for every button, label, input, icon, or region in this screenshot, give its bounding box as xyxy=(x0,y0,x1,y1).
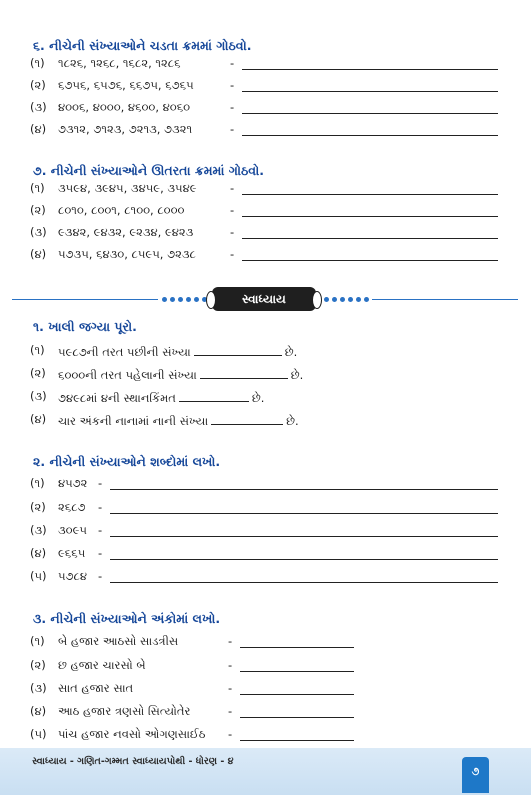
answer-line[interactable] xyxy=(242,69,498,70)
dash: - xyxy=(98,546,103,560)
s3-title: ૩. નીચેની સંખ્યાઓને અંકોમાં લખો. xyxy=(33,611,221,626)
dash: - xyxy=(230,225,235,239)
item-number: (૧) xyxy=(30,343,45,357)
item-text: ચાર અંકની નાનામાં નાની સંખ્યા xyxy=(58,414,209,428)
item-text: ૫૭૩૫, ૬૪૩૦, ૮૫૯૫, ૭૨૩૮ xyxy=(58,247,196,261)
q6-item-4 xyxy=(30,122,500,140)
separator-dot xyxy=(348,297,353,302)
item-text: પાંચ હજાર નવસો ઓગણસાઈઠ xyxy=(58,727,206,741)
s3-item-4 xyxy=(30,704,360,722)
item-number: (૨) xyxy=(30,203,46,217)
answer-line[interactable] xyxy=(242,260,498,261)
answer-line[interactable] xyxy=(240,647,354,648)
q6-item-1 xyxy=(30,56,500,74)
item-text: આઠ હજાર ત્રણસો સિત્યોતેર xyxy=(58,704,191,718)
dash: - xyxy=(228,727,233,741)
item-number: (૪) xyxy=(30,122,47,136)
item-number: (૪) xyxy=(30,247,47,261)
s1-item-2 xyxy=(30,366,500,384)
item-number: (૪) xyxy=(30,546,47,560)
answer-line[interactable] xyxy=(110,582,498,583)
answer-line[interactable] xyxy=(242,135,498,136)
item-number: (૨) xyxy=(30,78,46,92)
answer-line[interactable] xyxy=(110,489,498,490)
separator-dot xyxy=(178,297,183,302)
dash: - xyxy=(230,56,235,70)
answer-line[interactable] xyxy=(242,91,498,92)
answer-line[interactable] xyxy=(240,717,354,718)
item-text: ૩૫૯૪, ૩૯૪૫, ૩૪૫૯, ૩૫૪૯ xyxy=(58,181,197,195)
separator-dot xyxy=(162,297,167,302)
s2-item-5 xyxy=(30,569,500,587)
q7-item-2 xyxy=(30,203,500,221)
dash: - xyxy=(228,704,233,718)
item-text: ૬૭૫૬, ૬૫૭૬, ૬૬૭૫, ૬૭૬૫ xyxy=(58,78,194,92)
blank-line[interactable] xyxy=(179,389,249,402)
item-number: (૩) xyxy=(30,225,47,239)
item-text: ૬૦૦૦ની તરત પહેલાની સંખ્યા xyxy=(58,368,197,382)
answer-line[interactable] xyxy=(110,536,498,537)
item-number: (૨) xyxy=(30,500,46,514)
item-suffix: છે. xyxy=(284,345,298,359)
section-badge: સ્વાધ્યાય xyxy=(212,287,316,311)
item-text: બે હજાર આઠસો સાડત્રીસ xyxy=(58,634,179,648)
item-text: ૭૩૧૨, ૭૧૨૩, ૭૨૧૩, ૭૩૨૧ xyxy=(58,122,193,136)
dash: - xyxy=(230,100,235,114)
item-suffix: છે. xyxy=(286,414,299,428)
item-number: (૩) xyxy=(30,100,47,114)
item-number: (૧) xyxy=(30,476,45,490)
answer-line[interactable] xyxy=(242,113,498,114)
dash: - xyxy=(230,203,235,217)
separator-dot xyxy=(194,297,199,302)
answer-line[interactable] xyxy=(242,216,498,217)
s1-item-1 xyxy=(30,343,500,361)
answer-line[interactable] xyxy=(110,559,498,560)
item-text: ૫૭૮૪ xyxy=(58,569,88,583)
item-suffix: છે. xyxy=(251,391,265,405)
item-number: (૩) xyxy=(30,681,47,695)
item-text: ૩૦૯૫ xyxy=(58,523,87,537)
dash: - xyxy=(228,634,233,648)
item-number: (૪) xyxy=(30,412,47,426)
q7-title: ૭. નીચેની સંખ્યાઓને ઊતરતા ક્રમમાં ગોઠવો. xyxy=(33,163,264,178)
s1-item-3 xyxy=(30,389,500,407)
item-number: (૩) xyxy=(30,389,47,403)
separator-dot xyxy=(364,297,369,302)
q7-item-1 xyxy=(30,181,500,199)
q7-item-3 xyxy=(30,225,500,243)
blank-line[interactable] xyxy=(194,343,282,356)
s2-item-2 xyxy=(30,500,500,518)
item-number: (૧) xyxy=(30,56,45,70)
answer-line[interactable] xyxy=(242,238,498,239)
dash: - xyxy=(230,247,235,261)
q6-title: ૬. નીચેની સંખ્યાઓને ચડતા ક્રમમાં ગોઠવો. xyxy=(33,38,252,53)
item-number: (૧) xyxy=(30,181,45,195)
separator-dot xyxy=(340,297,345,302)
dash: - xyxy=(230,181,235,195)
item-number: (૫) xyxy=(30,569,47,583)
s3-item-5 xyxy=(30,727,360,745)
item-number: (૪) xyxy=(30,704,47,718)
separator-line-left xyxy=(12,299,158,300)
q6-item-3 xyxy=(30,100,500,118)
dash: - xyxy=(98,500,103,514)
s2-title: ૨. નીચેની સંખ્યાઓને શબ્દોમાં લખો. xyxy=(33,454,221,469)
q6-item-2 xyxy=(30,78,500,96)
separator-dot xyxy=(332,297,337,302)
item-number: (૩) xyxy=(30,523,47,537)
dash: - xyxy=(230,78,235,92)
page-number: ૭ xyxy=(462,757,489,793)
item-text: ૨૬૮૭ xyxy=(58,500,86,514)
dash: - xyxy=(98,476,103,490)
s3-item-1 xyxy=(30,634,360,652)
answer-line[interactable] xyxy=(240,671,354,672)
s2-item-3 xyxy=(30,523,500,541)
item-number: (૧) xyxy=(30,634,45,648)
answer-line[interactable] xyxy=(110,513,498,514)
s3-item-2 xyxy=(30,658,360,676)
item-text: સાત હજાર સાત xyxy=(58,681,134,695)
separator-dot xyxy=(186,297,191,302)
s1-item-4 xyxy=(30,412,500,430)
s1-title: ૧. ખાલી જગ્યા પૂરો. xyxy=(33,319,137,334)
blank-line[interactable] xyxy=(211,412,283,425)
s2-item-4 xyxy=(30,546,500,564)
separator-dot xyxy=(170,297,175,302)
item-text: ૯૬૬૫ xyxy=(58,546,86,560)
separator-line-right xyxy=(372,299,518,300)
separator-dot xyxy=(324,297,329,302)
s3-item-3 xyxy=(30,681,360,699)
separator-dot xyxy=(356,297,361,302)
s2-item-1 xyxy=(30,476,500,494)
item-number: (૨) xyxy=(30,658,46,672)
item-number: (૫) xyxy=(30,727,47,741)
footer-text: સ્વાધ્યાય - ગણિત-ગમ્મત સ્વાધ્યાયપોથી - ધોરણ - ૪ xyxy=(32,756,234,767)
item-text: ૪૫૭૨ xyxy=(58,476,88,490)
item-text: ૪૦૦૬, ૪૦૦૦, ૪૬૦૦, ૪૦૬૦ xyxy=(58,100,191,114)
dash: - xyxy=(98,569,103,583)
item-text: ૧૮૨૬, ૧૨૬૮, ૧૬૮૨, ૧૨૮૬ xyxy=(58,56,181,70)
dash: - xyxy=(98,523,103,537)
blank-line[interactable] xyxy=(200,366,288,379)
answer-line[interactable] xyxy=(240,740,354,741)
item-number: (૨) xyxy=(30,366,46,380)
answer-line[interactable] xyxy=(242,194,498,195)
item-suffix: છે. xyxy=(290,368,304,382)
item-text: ૯૩૪૨, ૯૪૩૨, ૯૨૩૪, ૯૪૨૩ xyxy=(58,225,194,239)
item-text: ૮૦૧૦, ૮૦૦૧, ૮૧૦૦, ૮૦૦૦ xyxy=(58,203,185,217)
item-text: ૫૯૮૭ની તરત પછીની સંખ્યા xyxy=(58,345,191,359)
dash: - xyxy=(230,122,235,136)
dash: - xyxy=(228,658,233,672)
q7-item-4 xyxy=(30,247,500,265)
item-text: છ હજાર ચારસો બે xyxy=(58,658,146,672)
dash: - xyxy=(228,681,233,695)
answer-line[interactable] xyxy=(240,694,354,695)
item-text: ૭૪૯૮માં ૪ની સ્થાનકિંમત xyxy=(58,391,176,405)
